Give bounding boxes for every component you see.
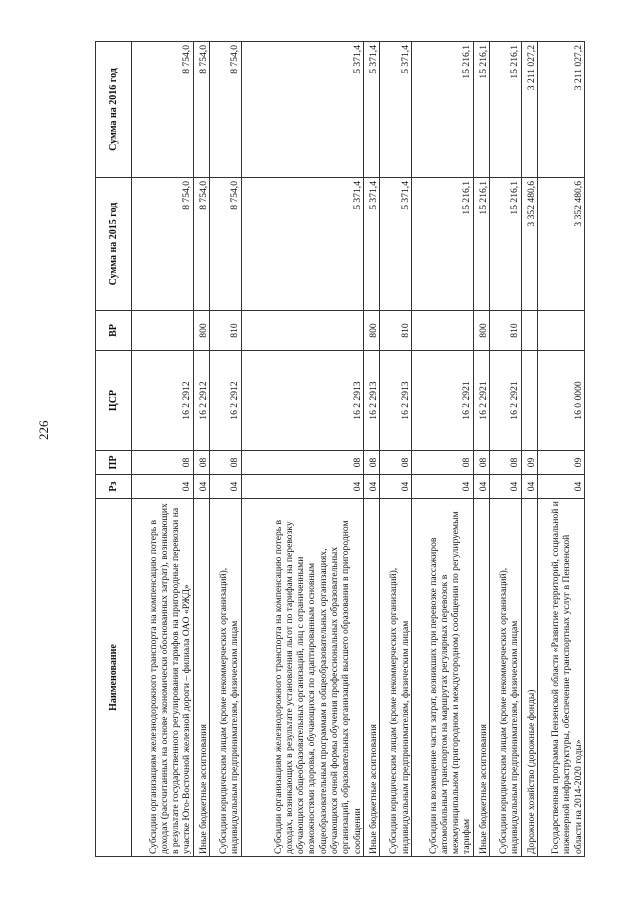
- header-pr: ПР: [96, 451, 132, 475]
- row-name: Субсидии организациям железнодорожного транспорта на компенсацию потерь в доходах (рассчитанных на основе экономически обоснованных затрат), возникающих в результате государственного регулирования тарифов на пригородные перевозки на участке Юго-Восточной железной дороги – филиала ОАО «РЖД»: [132, 499, 194, 857]
- row-name: Иные бюджетные ассигнования: [193, 499, 209, 857]
- row-name: Иные бюджетные ассигнования: [473, 499, 489, 857]
- row-pr: 09: [538, 451, 585, 475]
- row-pr: 09: [521, 451, 537, 475]
- row-vr: [241, 311, 363, 351]
- row-sum-2016: 3 211 027,2: [521, 42, 537, 178]
- row-name: Субсидии юридическим лицам (кроме некоммерческих организаций), индивидуальным предпринимателям, физическим лицам: [380, 499, 412, 857]
- row-csr: [521, 351, 537, 451]
- row-pr: 08: [490, 451, 522, 475]
- table-row: [193, 42, 209, 857]
- row-rz: 04: [521, 475, 537, 499]
- row-rz: 04: [473, 475, 489, 499]
- table-row: [490, 42, 522, 857]
- header-csr: ЦСР: [96, 351, 132, 451]
- row-name: Субсидии юридическим лицам (кроме некоммерческих организаций), индивидуальным предпринимателям, физическим лицам: [490, 499, 522, 857]
- row-sum-2015: 8 754,0: [193, 178, 209, 311]
- header-row: [96, 42, 132, 857]
- row-sum-2016: 8 754,0: [193, 42, 209, 178]
- page-number: 226: [36, 420, 51, 440]
- row-vr: [521, 311, 537, 351]
- row-vr: [538, 311, 585, 351]
- row-sum-2016: 15 216,1: [412, 42, 474, 178]
- row-sum-2015: 15 216,1: [473, 178, 489, 311]
- row-rz: 04: [538, 475, 585, 499]
- row-pr: 08: [132, 451, 194, 475]
- row-sum-2015: 8 754,0: [210, 178, 242, 311]
- row-pr: 08: [241, 451, 363, 475]
- row-vr: 810: [210, 311, 242, 351]
- row-sum-2015: 3 352 480,6: [538, 178, 585, 311]
- table-row: [132, 42, 194, 857]
- row-pr: 08: [380, 451, 412, 475]
- row-name: Дорожное хозяйство (дорожные фонды): [521, 499, 537, 857]
- row-vr: 800: [473, 311, 489, 351]
- row-rz: 04: [193, 475, 209, 499]
- row-csr: 16 2 2913: [364, 351, 380, 451]
- row-pr: 08: [364, 451, 380, 475]
- row-rz: 04: [380, 475, 412, 499]
- row-vr: [412, 311, 474, 351]
- row-pr: 08: [193, 451, 209, 475]
- header-sum-2015: Сумма на 2015 год: [96, 178, 132, 311]
- row-vr: [132, 311, 194, 351]
- row-pr: 08: [412, 451, 474, 475]
- table-row: [210, 42, 242, 857]
- row-csr: 16 2 2921: [412, 351, 474, 451]
- table-row: [241, 42, 363, 857]
- header-sum-2016: Сумма на 2016 год: [96, 42, 132, 178]
- row-csr: 16 0 0000: [538, 351, 585, 451]
- row-vr: 810: [380, 311, 412, 351]
- row-sum-2016: 15 216,1: [473, 42, 489, 178]
- row-sum-2016: 5 371,4: [364, 42, 380, 178]
- table-row: [364, 42, 380, 857]
- row-sum-2016: 5 371,4: [241, 42, 363, 178]
- row-vr: 810: [490, 311, 522, 351]
- row-rz: 04: [490, 475, 522, 499]
- row-rz: 04: [132, 475, 194, 499]
- row-name: Субсидии юридическим лицам (кроме некоммерческих организаций), индивидуальным предпринимателям, физическим лицам: [210, 499, 242, 857]
- table-row: [412, 42, 474, 857]
- row-sum-2015: 3 352 480,6: [521, 178, 537, 311]
- row-rz: 04: [364, 475, 380, 499]
- row-name: Иные бюджетные ассигнования: [364, 499, 380, 857]
- row-name: Субсидии организациям железнодорожного транспорта на компенсацию потерь в доходах, возникающих в результате установления льгот по тарифам на перевозку обучающихся общеобразовательных организаций, лиц с ограниченными возможностями здоровья, обучающихся по адаптированным основным общеобразовательным программам в общеобразовательных организациях, обучающихся очной формы обучения профессиональных образовательных организаций, образовательных организаций высшего образования в пригородном сообщении: [241, 499, 363, 857]
- row-sum-2016: 15 216,1: [490, 42, 522, 178]
- row-csr: 16 2 2921: [473, 351, 489, 451]
- table-row: [521, 42, 537, 857]
- header-vr: ВР: [96, 311, 132, 351]
- row-vr: 800: [193, 311, 209, 351]
- row-csr: 16 2 2913: [380, 351, 412, 451]
- row-sum-2015: 5 371,4: [364, 178, 380, 311]
- row-sum-2016: 8 754,0: [210, 42, 242, 178]
- row-name: Государственная программа Пензенской области «Развитие территорий, социальной и инженерной инфраструктуры, обеспечение транспортных услуг в Пензенской области на 2014-2020 годы»: [538, 499, 585, 857]
- row-vr: 800: [364, 311, 380, 351]
- budget-table-container: [95, 42, 585, 857]
- header-rz: Рз: [96, 475, 132, 499]
- table-row: [380, 42, 412, 857]
- row-csr: 16 2 2912: [193, 351, 209, 451]
- row-csr: 16 2 2912: [132, 351, 194, 451]
- row-csr: 16 2 2921: [490, 351, 522, 451]
- row-csr: 16 2 2912: [210, 351, 242, 451]
- header-name: Наименование: [96, 499, 132, 857]
- row-sum-2016: 3 211 027,2: [538, 42, 585, 178]
- row-csr: 16 2 2913: [241, 351, 363, 451]
- row-sum-2015: 15 216,1: [490, 178, 522, 311]
- table-row: [538, 42, 585, 857]
- table-row: [473, 42, 489, 857]
- row-rz: 04: [412, 475, 474, 499]
- row-sum-2015: 5 371,4: [380, 178, 412, 311]
- row-rz: 04: [241, 475, 363, 499]
- row-sum-2016: 8 754,0: [132, 42, 194, 178]
- row-name: Субсидии на возмещение части затрат, возникших при перевозке пассажиров автомобильным транспортом на маршрутах регулярных перевозок в межмуниципальном (пригородном и междугородном) сообщении по регулируемым тарифам: [412, 499, 474, 857]
- budget-table: [95, 41, 585, 857]
- row-sum-2016: 5 371,4: [380, 42, 412, 178]
- row-sum-2015: 8 754,0: [132, 178, 194, 311]
- row-sum-2015: 15 216,1: [412, 178, 474, 311]
- row-sum-2015: 5 371,4: [241, 178, 363, 311]
- row-pr: 08: [473, 451, 489, 475]
- row-pr: 08: [210, 451, 242, 475]
- row-rz: 04: [210, 475, 242, 499]
